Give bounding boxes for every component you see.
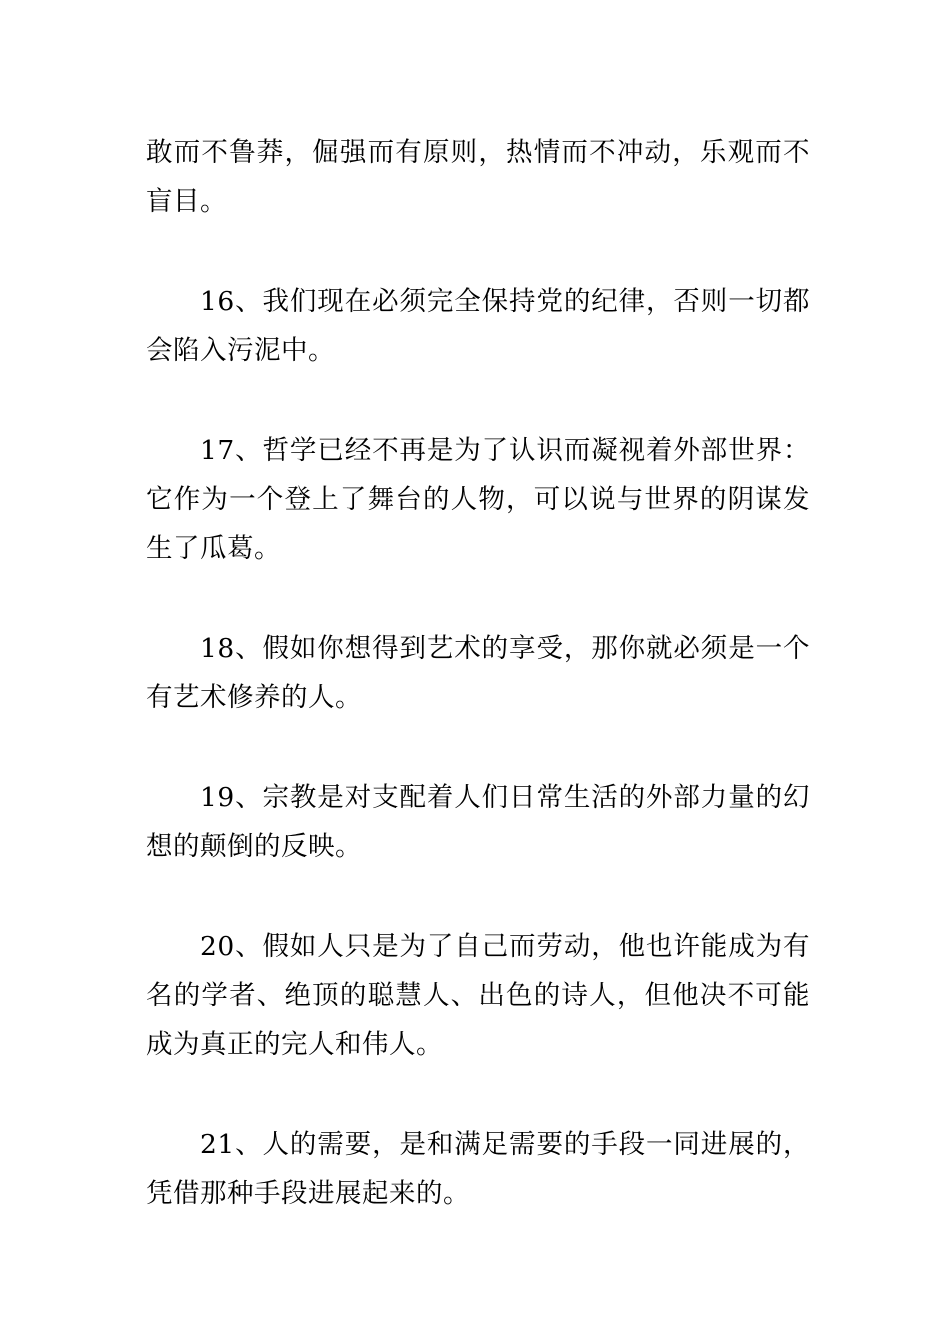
paragraph-quote-17: 17、哲学已经不再是为了认识而凝视着外部世界：它作为一个登上了舞台的人物，可以说与世界的阴谋发生了瓜葛。 [146,435,810,564]
paragraph-quote-18: 18、假如你想得到艺术的享受，那你就必须是一个有艺术修养的人。 [146,633,810,713]
paragraph-quote-21: 21、人的需要，是和满足需要的手段一同进展的，凭借那种手段进展起来的。 [146,1129,810,1209]
document-page [146,128,810,1269]
paragraph-continuation: 敢而不鲁莽，倔强而有原则，热情而不冲动，乐观而不盲目。 [146,137,810,217]
paragraph-quote-20: 20、假如人只是为了自己而劳动，他也许能成为有名的学者、绝顶的聪慧人、出色的诗人，但他决不可能成为真正的完人和伟人。 [146,931,810,1060]
paragraph-quote-19: 19、宗教是对支配着人们日常生活的外部力量的幻想的颠倒的反映。 [146,782,810,862]
paragraph-quote-16: 16、我们现在必须完全保持党的纪律，否则一切都会陷入污泥中。 [146,286,810,366]
